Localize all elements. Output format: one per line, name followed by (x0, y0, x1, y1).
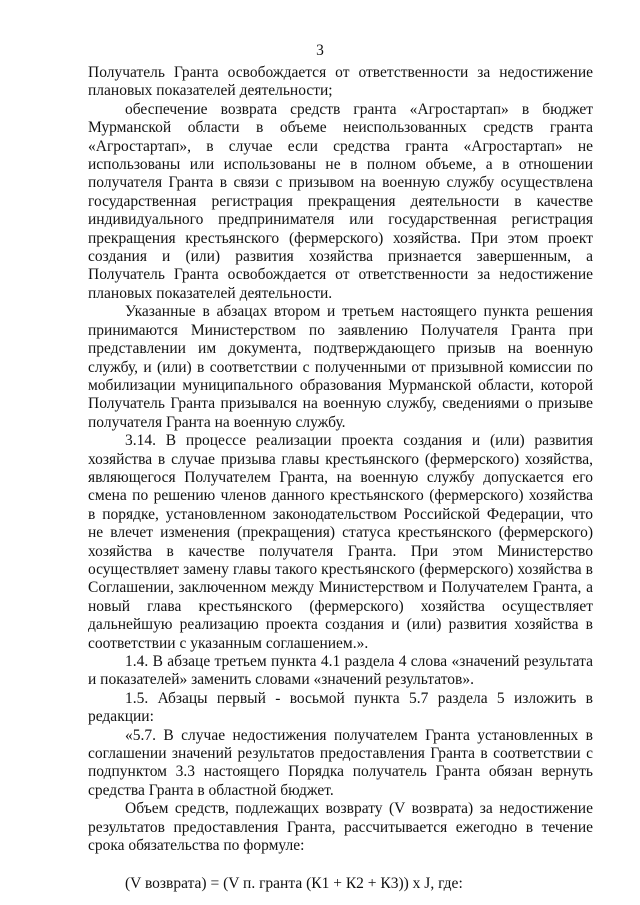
page-number: 3 (316, 42, 324, 59)
paragraph-1-4: 1.4. В абзаце третьем пункта 4.1 раздела 4 слова «значений результата и показателей» заменить словами «значений результатов». (88, 653, 593, 689)
paragraph-3: Указанные в абзацах втором и третьем настоящего пункта решения принимаются Министерством по заявлению Получателя Гранта при представлении им документа, подтверждающего призыв на военную службу, и (или) в соответствии с полученными от призывной комиссии по мобилизации муниципального образования Мурманской области, которой Получатель Гранта призывался на военную службу, сведениями о призыве получателя Гранта на военную службу. (88, 303, 593, 431)
paragraph-1-5: 1.5. Абзацы первый - восьмой пункта 5.7 раздела 5 изложить в редакции: (88, 689, 593, 726)
formula-line: (V возврата) = (V п. гранта (К1 + К2 + К3)) x J, где: (125, 875, 463, 893)
paragraph-3-14: 3.14. В процессе реализации проекта создания и (или) развития хозяйства в случае призыва главы крестьянского (фермерского) хозяйства, являющегося Получателем Гранта, на военную службу допускается его смена по решению членов данного крестьянского (фермерского) хозяйства в порядке, установленном законодательством Российской Федерации, что не влечет изменения (прекращения) статуса крестьянского (фермерского) хозяйства в качестве получателя Гранта. При этом Министерство осуществляет замену главы такого крестьянского (фермерского) хозяйства в Соглашении, заключенном между Министерством и Получателем Гранта, а новый глава крестьянского (фермерского) хозяйства осуществляет дальнейшую реализацию проекта создания и (или) развития хозяйства в соответствии с указанным соглашением.». (88, 432, 593, 652)
formula-spacer (88, 855, 593, 875)
paragraph-2: обеспечение возврата средств гранта «Агростартап» в бюджет Мурманской области в объеме неиспользованных средств гранта «Агростартап», в случае если средства гранта «Агростартап» не использованы или использованы не в полном объеме, а в отношении получателя Гранта в связи с призывом на военную службу осуществлена государственная регистрация прекращения деятельности в качестве индивидуального предпринимателя или государственная регистрация прекращения крестьянского (фермерского) хозяйства. При этом проект создания и (или) развития хозяйства признается завершенным, а Получатель Гранта освобождается от ответственности за недостижение плановых показателей деятельности. (88, 100, 593, 302)
paragraph-5-7: «5.7. В случае недостижения получателем Гранта установленных в соглашении значений результатов предоставления Гранта в соответствии с подпунктом 3.3 настоящего Порядка получатель Гранта обязан вернуть средства Гранта в областной бюджет. (88, 726, 593, 799)
paragraph-1: Получатель Гранта освобождается от ответственности за недостижение плановых показателей деятельности; (88, 64, 593, 100)
paragraph-return-volume: Объем средств, подлежащих возврату (V возврата) за недостижение результатов предоставления Гранта, рассчитывается ежегодно в течение срока обязательства по формуле: (88, 800, 593, 855)
document-body (88, 64, 593, 894)
